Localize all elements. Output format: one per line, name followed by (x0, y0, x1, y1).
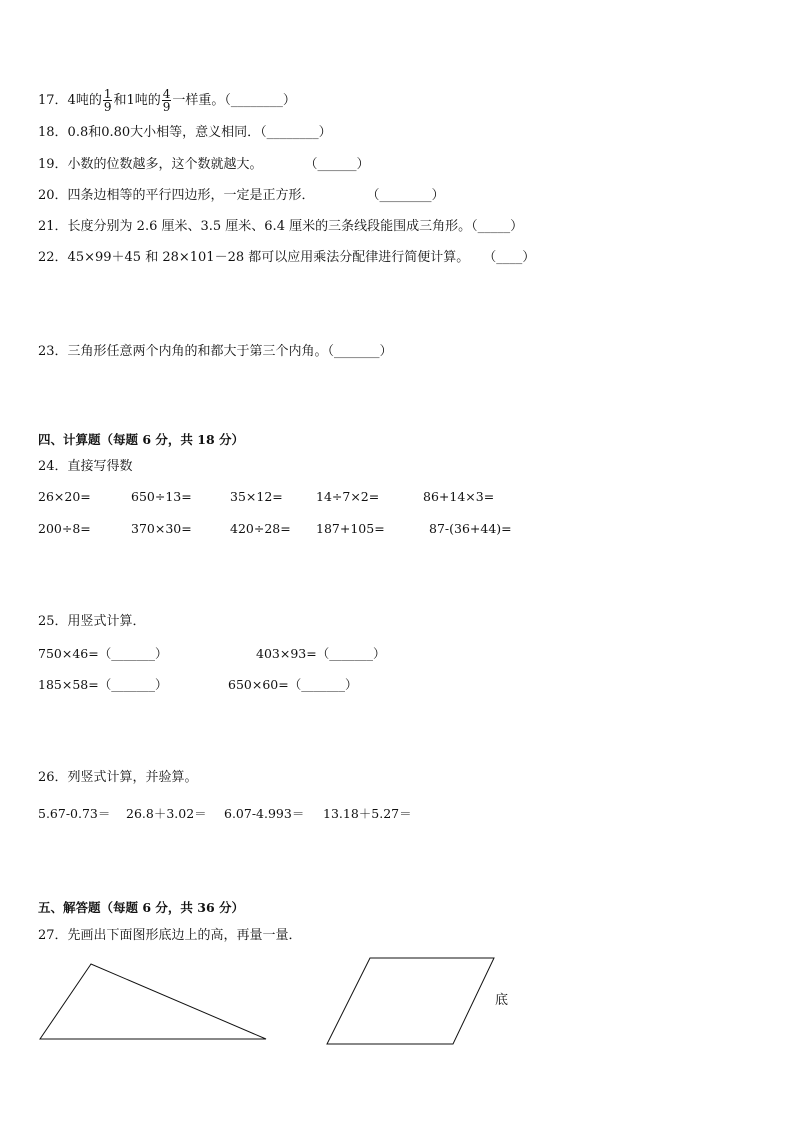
q20-text: 20．四条边相等的平行四边形，一定是正方形． (38, 188, 315, 203)
q19-text: 19．小数的位数越多，这个数就越大。 (38, 157, 263, 172)
calc-item: 200÷8= (38, 521, 91, 536)
base-label: 底 (495, 993, 509, 1008)
section-5-heading: 五、解答题（每题 6 分，共 36 分） (38, 900, 245, 915)
question-18: 18．0.8和0.80大小相等，意义相同．（________） (38, 125, 332, 140)
calc-item: 87-(36+44)= (429, 521, 512, 536)
calc-item: 14÷7×2= (316, 489, 380, 504)
fraction-denominator: 9 (162, 100, 171, 114)
triangle-figure (40, 964, 266, 1039)
parallelogram-figure (327, 958, 494, 1044)
question-23: 23．三角形任意两个内角的和都大于第三个内角。（_______） (38, 344, 393, 359)
q17-prefix: 17．4吨的 (38, 93, 102, 108)
q19-blank: （______） (304, 157, 370, 172)
calc-item: 420÷28= (230, 521, 291, 536)
q22-blank: （____） (483, 250, 536, 265)
question-24-title: 24．直接写得数 (38, 459, 133, 474)
q17-suffix: 一样重。（________） (172, 93, 296, 108)
calc-item: 187+105= (316, 521, 385, 536)
vertical-calc-item: 185×58=（_______） (38, 677, 168, 692)
question-25-title: 25．用竖式计算． (38, 614, 146, 629)
vertical-calc-item: 5.67-0.73＝ (38, 806, 111, 821)
question-21: 21．长度分别为 2.6 厘米、3.5 厘米、6.4 厘米的三条线段能围成三角形。（_____） (38, 219, 524, 234)
question-26-title: 26．列竖式计算，并验算。 (38, 770, 198, 785)
fraction-numerator: 1 (103, 87, 112, 101)
q17-middle: 和1吨的 (113, 93, 161, 108)
calc-item: 650÷13= (131, 489, 192, 504)
vertical-calc-item: 403×93=（_______） (256, 646, 386, 661)
vertical-calc-item: 13.18＋5.27＝ (323, 806, 412, 821)
section-4-heading: 四、计算题（每题 6 分，共 18 分） (38, 432, 245, 447)
vertical-calc-item: 750×46=（_______） (38, 646, 168, 661)
vertical-calc-item: 650×60=（_______） (228, 677, 358, 692)
calc-item: 86+14×3= (423, 489, 495, 504)
calc-item: 26×20= (38, 489, 91, 504)
vertical-calc-item: 6.07-4.993＝ (224, 806, 305, 821)
q22-text: 22．45×99＋45 和 28×101－28 都可以应用乘法分配律进行简便计算。 (38, 250, 470, 265)
fraction-numerator: 4 (162, 87, 171, 101)
question-27-title: 27．先画出下面图形底边上的高，再量一量． (38, 928, 302, 943)
vertical-calc-item: 26.8＋3.02＝ (126, 806, 207, 821)
q20-blank: （________） (366, 188, 445, 203)
fraction-denominator: 9 (103, 100, 112, 114)
calc-item: 35×12= (230, 489, 283, 504)
calc-item: 370×30= (131, 521, 192, 536)
